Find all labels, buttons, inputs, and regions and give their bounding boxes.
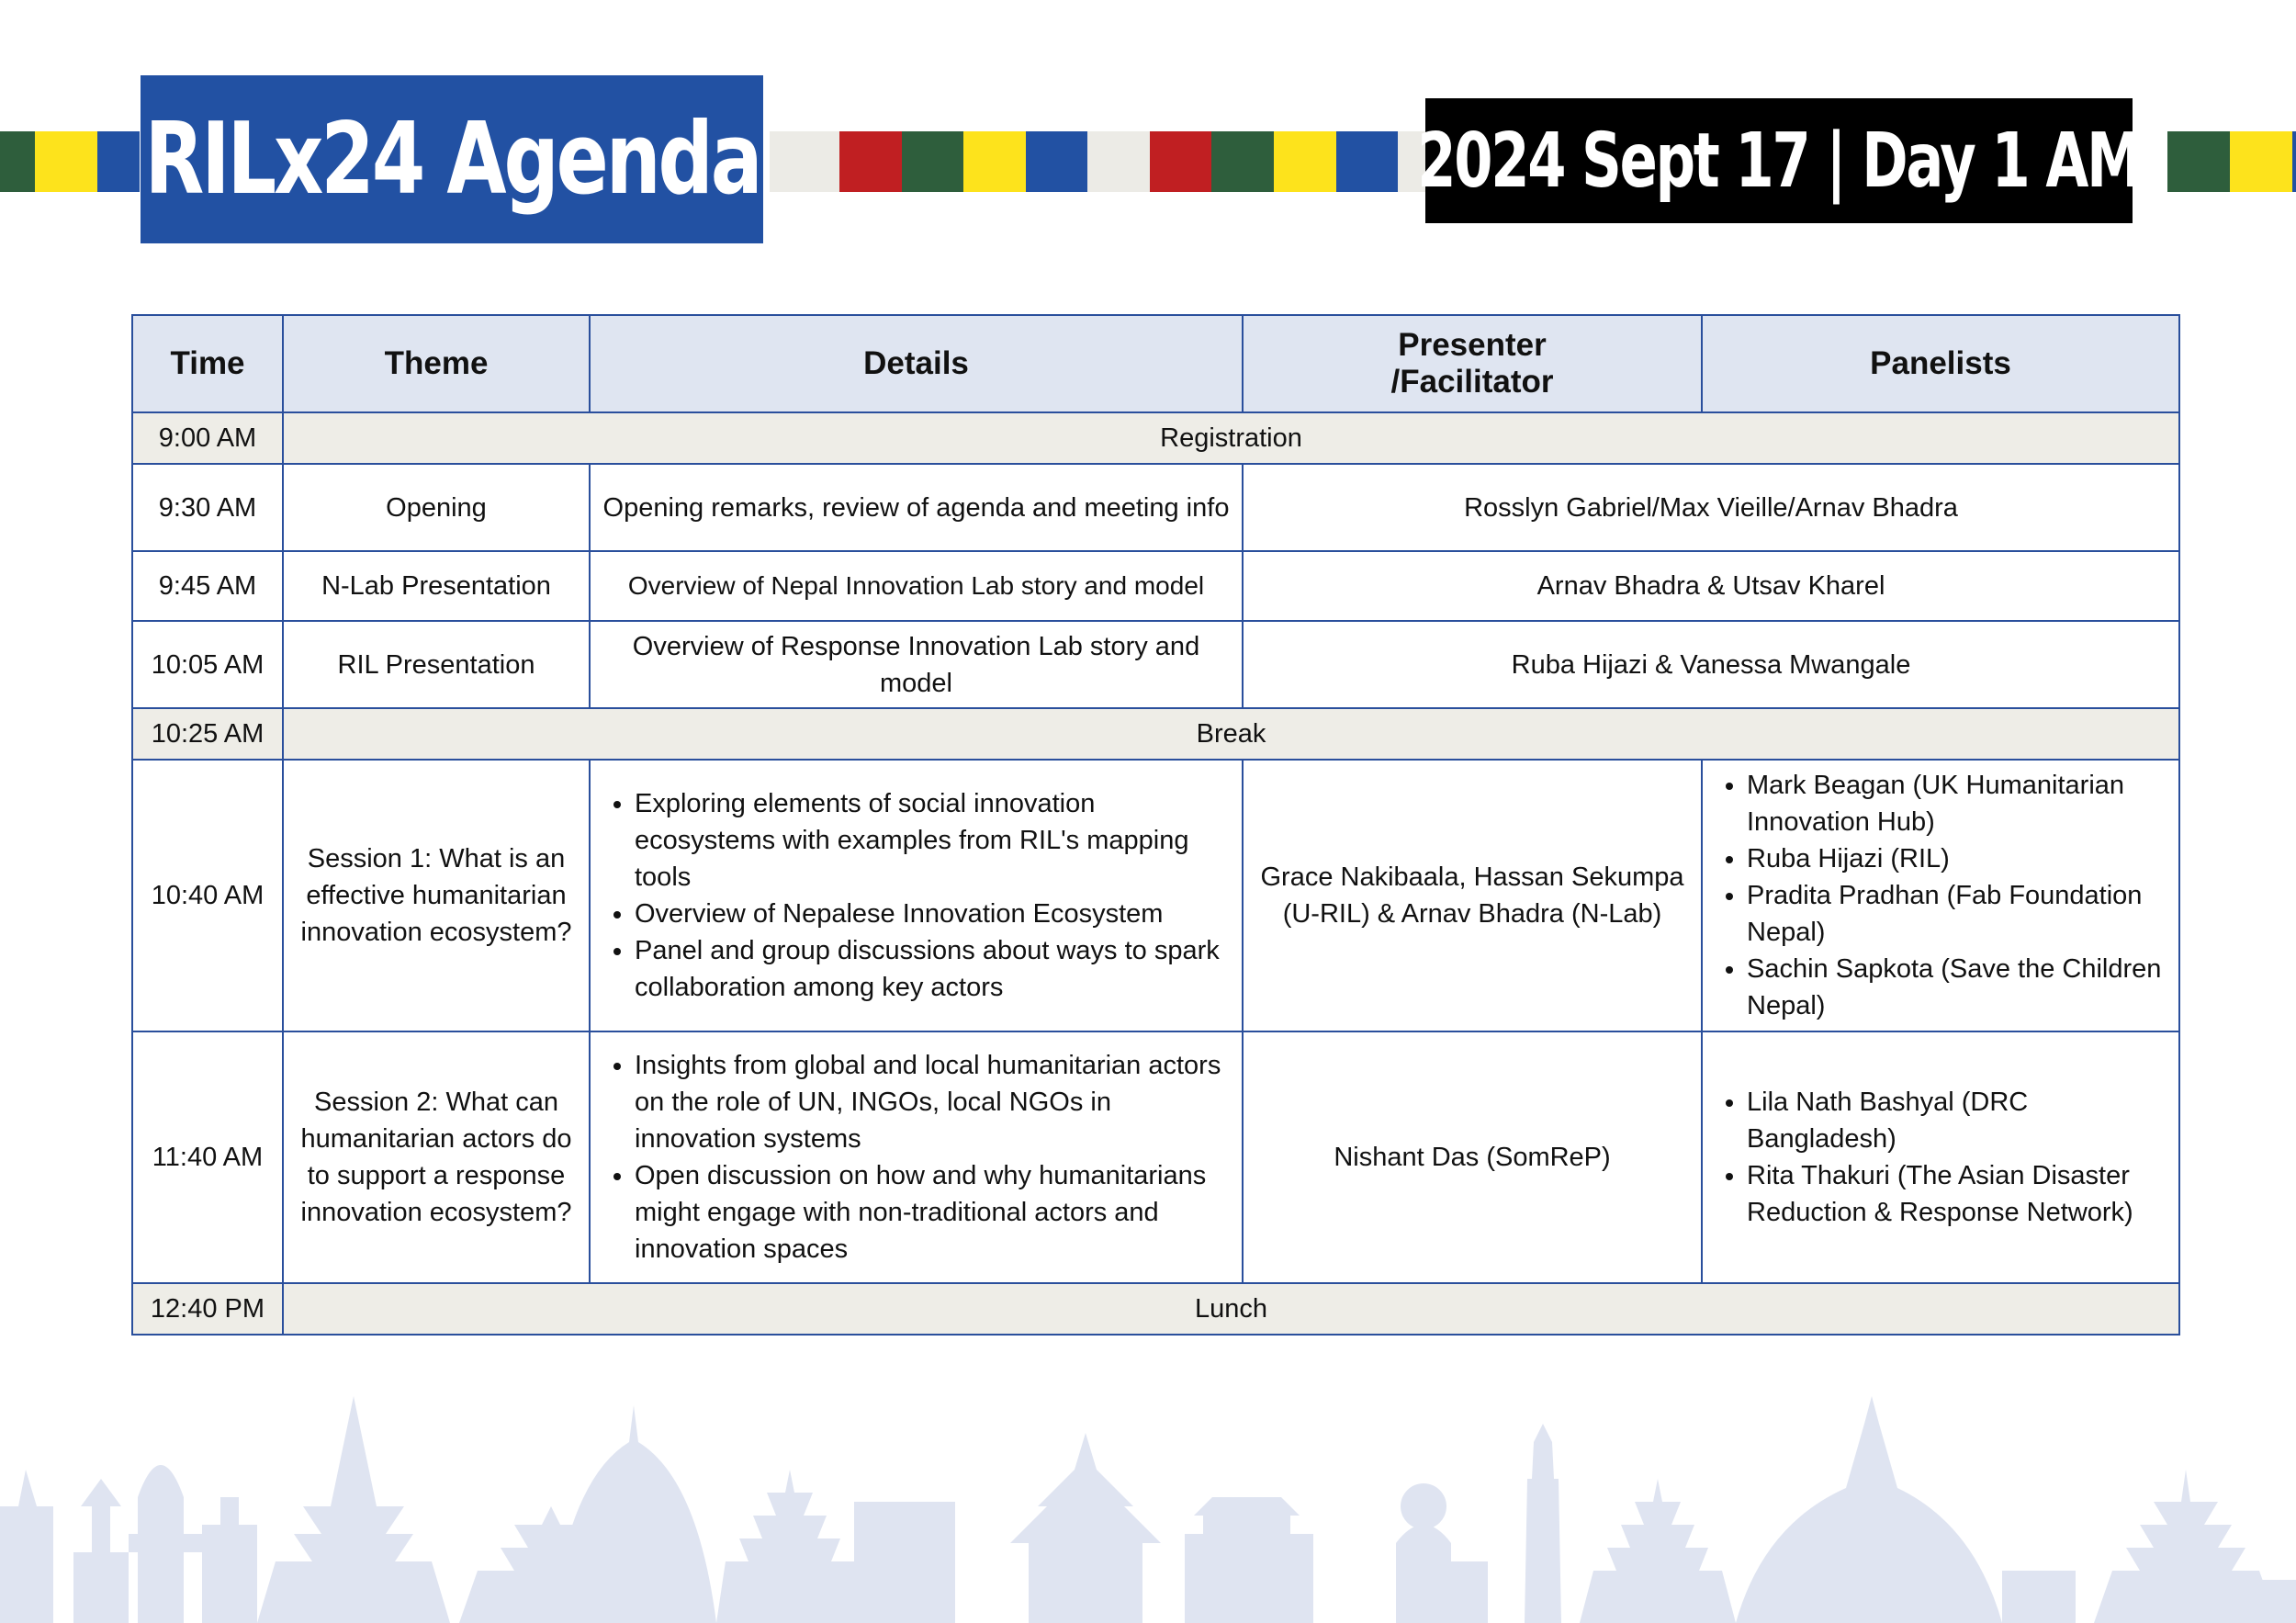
details-cell: Overview of Response Innovation Lab story and model: [590, 621, 1243, 708]
details-cell: Opening remarks, review of agenda and meeting info: [590, 464, 1243, 551]
flag-segment: [35, 131, 97, 192]
time-cell: 12:40 PM: [132, 1283, 283, 1335]
page-title: RILx24 Agenda: [144, 102, 760, 217]
theme-cell: RIL Presentation: [283, 621, 590, 708]
time-cell: 10:05 AM: [132, 621, 283, 708]
table-row: [132, 760, 2179, 1031]
presenter-cell: Nishant Das (SomReP): [1243, 1031, 1702, 1283]
presenters-cell: Rosslyn Gabriel/Max Vieille/Arnav Bhadra: [1243, 464, 2179, 551]
time-cell: 9:00 AM: [132, 412, 283, 464]
time-cell: 9:45 AM: [132, 551, 283, 621]
table-row: [132, 621, 2179, 708]
table-row: [132, 464, 2179, 551]
flag-segment: [1087, 131, 1150, 192]
panelists-cell: [1702, 1031, 2179, 1283]
list-item: • Insights from global and local humanitarian actors on the role of UN, INGOs, local NGOs in innovation systems: [635, 1047, 1238, 1157]
details-cell: [590, 760, 1243, 1031]
time-cell: 11:40 AM: [132, 1031, 283, 1283]
flag-segment: [902, 131, 963, 192]
details-cell: [590, 1031, 1243, 1283]
table-row: [132, 1031, 2179, 1283]
presenters-cell: Ruba Hijazi & Vanessa Mwangale: [1243, 621, 2179, 708]
presenter-cell: Grace Nakibaala, Hassan Sekumpa (U-RIL) & Arnav Bhadra (N-Lab): [1243, 760, 1702, 1031]
flag-segment: [839, 131, 902, 192]
title-banner: [141, 75, 763, 243]
flag-segment: [770, 131, 839, 192]
list-item: • Exploring elements of social innovation ecosystems with examples from RIL's mapping tools: [635, 785, 1238, 896]
column-header-details: Details: [590, 315, 1243, 412]
flag-segment: [1274, 131, 1336, 192]
skyline-silhouette: [0, 1396, 2296, 1623]
panelists-list: [1706, 1084, 2175, 1231]
agenda-table: [131, 314, 2180, 1336]
time-cell: 9:30 AM: [132, 464, 283, 551]
flag-segment: [2292, 131, 2296, 192]
list-item: • Rita Thakuri (The Asian Disaster Reduction & Response Network): [1747, 1157, 2175, 1231]
list-item: • Pradita Pradhan (Fab Foundation Nepal): [1747, 877, 2175, 951]
flag-segment: [1150, 131, 1211, 192]
date-label: 2024 Sept 17 | Day 1 AM: [1417, 117, 2141, 205]
list-item: • Sachin Sapkota (Save the Children Nepal): [1747, 951, 2175, 1024]
flag-segment: [1211, 131, 1274, 192]
break-cell: Break: [283, 708, 2179, 760]
flag-segment: [0, 131, 35, 192]
theme-cell: Session 2: What can humanitarian actors do to support a response innovation ecosystem?: [283, 1031, 590, 1283]
column-header-theme: Theme: [283, 315, 590, 412]
flag-segment: [1336, 131, 1398, 192]
column-header-presenter: Presenter /Facilitator: [1243, 315, 1702, 412]
time-cell: 10:40 AM: [132, 760, 283, 1031]
panelists-cell: [1702, 760, 2179, 1031]
list-item: • Panel and group discussions about ways to spark collaboration among key actors: [635, 932, 1238, 1006]
list-item: • Mark Beagan (UK Humanitarian Innovation Hub): [1747, 767, 2175, 840]
panelists-list: [1706, 767, 2175, 1024]
table-row: [132, 1283, 2179, 1335]
presenters-cell: Arnav Bhadra & Utsav Kharel: [1243, 551, 2179, 621]
flag-segment: [1026, 131, 1087, 192]
flag-segment: [963, 131, 1026, 192]
time-cell: 10:25 AM: [132, 708, 283, 760]
date-banner: [1417, 98, 2141, 223]
column-header-panelists: Panelists: [1702, 315, 2179, 412]
details-list: [594, 1047, 1238, 1268]
theme-cell: Opening: [283, 464, 590, 551]
flag-segment: [2167, 131, 2230, 192]
table-row: [132, 551, 2179, 621]
registration-cell: Registration: [283, 412, 2179, 464]
details-cell: Overview of Nepal Innovation Lab story and model: [590, 551, 1243, 621]
list-item: • Overview of Nepalese Innovation Ecosystem: [635, 896, 1238, 932]
theme-cell: N-Lab Presentation: [283, 551, 590, 621]
column-header-time: Time: [132, 315, 283, 412]
flag-segment: [97, 131, 140, 192]
flag-segment: [2230, 131, 2292, 192]
table-header-row: [132, 315, 2179, 412]
table-row: [132, 412, 2179, 464]
theme-cell: Session 1: What is an effective humanitarian innovation ecosystem?: [283, 760, 590, 1031]
list-item: • Open discussion on how and why humanitarians might engage with non-traditional actors and innovation spaces: [635, 1157, 1238, 1268]
lunch-cell: Lunch: [283, 1283, 2179, 1335]
skyline-illustration: [0, 1369, 2296, 1623]
list-item: • Ruba Hijazi (RIL): [1747, 840, 2175, 877]
table-row: [132, 708, 2179, 760]
details-list: [594, 785, 1238, 1006]
list-item: • Lila Nath Bashyal (DRC Bangladesh): [1747, 1084, 2175, 1157]
